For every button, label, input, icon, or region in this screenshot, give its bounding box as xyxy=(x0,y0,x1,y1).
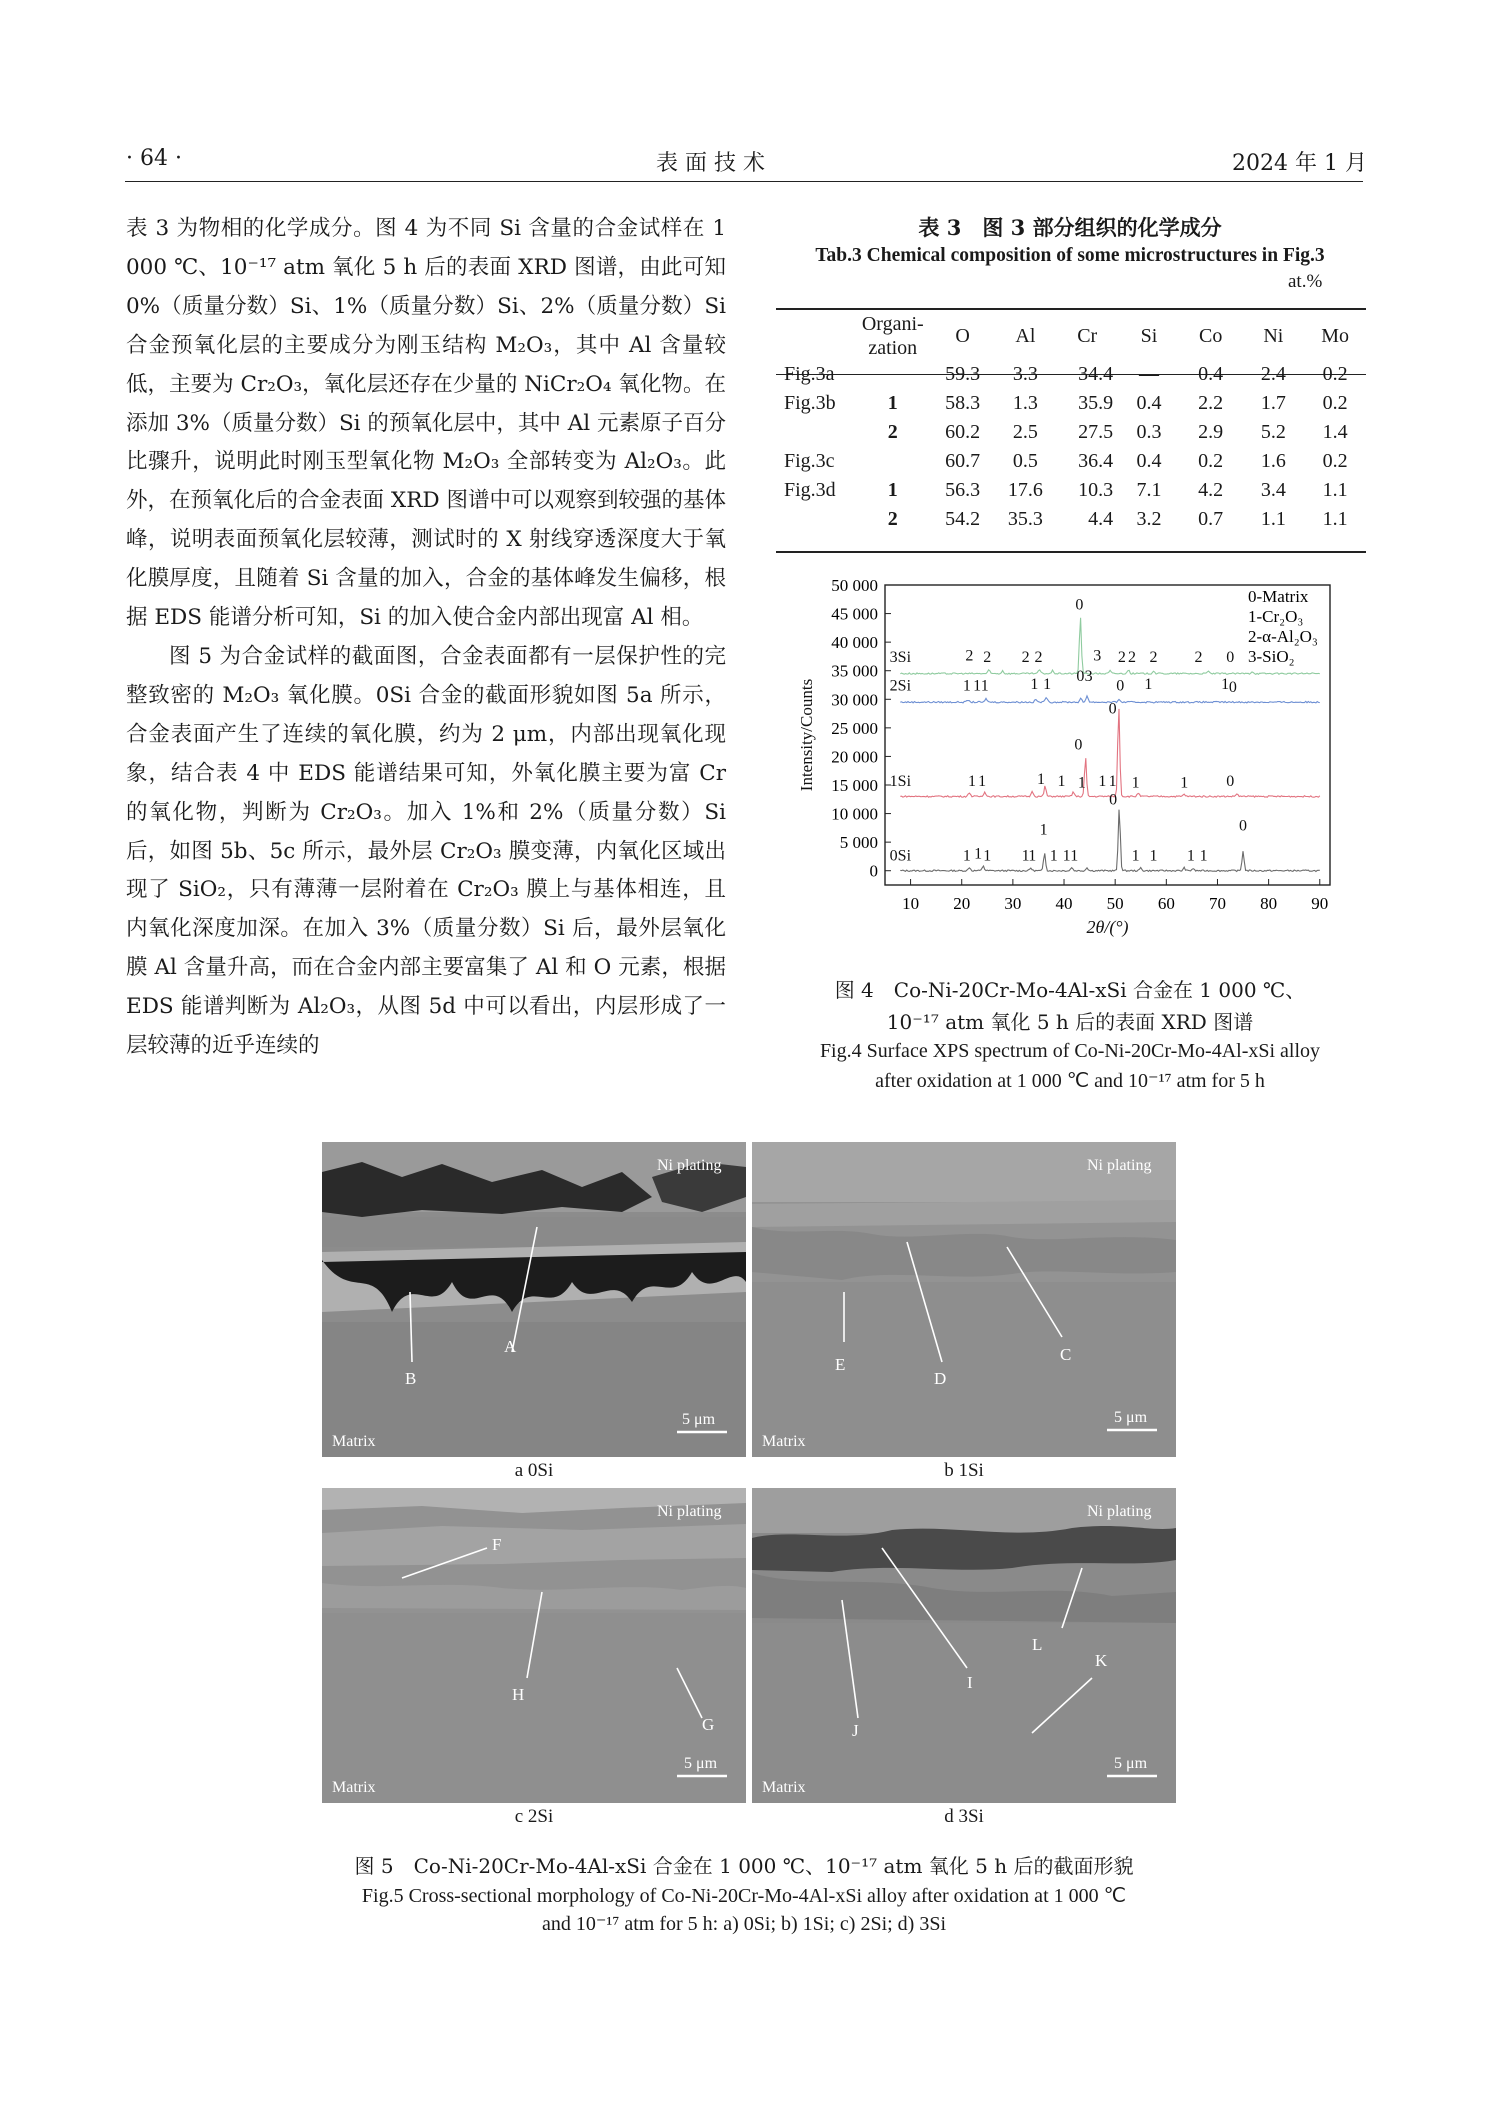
y-tick-label: 10 000 xyxy=(831,804,878,824)
paragraph-1: 表 3 为物相的化学成分。图 4 为不同 Si 含量的合金试样在 1 000 ℃、10⁻¹⁷ atm 氧化 5 h 后的表面 XRD 图谱，由此可知 0%（质量分数）Si、1%（质量分数）Si、2%（质量分数）Si 合金预氧化层的主要成分为刚玉结构 M₂O₃，其中 Al 含量较低，主要为 Cr₂O₃，氧化层还存在少量的 NiCr₂O₄ 氧化物。在添加 3%（质量分数）Si 的预氧化层中，其中 Al 元素原子百分比骤升，说明此时刚玉型氧化物 M₂O₃ 全部转变为 Al₂O₃。此外，在预氧化后的合金表面 XRD 图谱中可以观察到较强的基体峰，说明表面预氧化层较薄，测试时的 X 射线穿透深度大于氧化膜厚度，且随着 Si 含量的加入，合金的基体峰发生偏移，根据 EDS 能谱分析可知，Si 的加入使合金内部出现富 Al 相。 xyxy=(126,216,726,631)
table3-col-header: Co xyxy=(1199,324,1223,347)
region-label: J xyxy=(852,1721,859,1740)
table-cell-figure: Fig.3d xyxy=(784,479,836,501)
y-tick-label: 35 000 xyxy=(831,661,878,681)
peak-label: 2 xyxy=(1149,649,1158,667)
peak-label: 3Si xyxy=(889,649,912,667)
table-cell-value: 60.2 xyxy=(945,421,981,443)
peak-label: 1 xyxy=(1021,847,1030,865)
y-tick-label: 50 000 xyxy=(831,576,878,595)
peak-label: 1 xyxy=(1043,676,1052,693)
xrd-chart xyxy=(790,575,1350,955)
peak-label: 1 xyxy=(1077,774,1086,792)
peak-label: 2 xyxy=(965,647,974,665)
peak-label: 2 xyxy=(1194,649,1203,667)
micrograph-a-image xyxy=(322,1142,746,1457)
legend xyxy=(1248,587,1318,666)
table-cell-figure: Fig.3a xyxy=(784,363,835,385)
x-tick-label: 40 xyxy=(1055,894,1073,913)
table-cell-value: 35.3 xyxy=(1007,508,1043,530)
table-cell-value: 56.3 xyxy=(945,479,981,501)
peak-label: 1 xyxy=(1028,847,1037,865)
micrograph-b-image xyxy=(752,1142,1176,1457)
peak-label: 0 xyxy=(1109,791,1118,809)
peak-label: 3 xyxy=(1093,647,1102,665)
table-row xyxy=(776,389,1366,418)
table-cell-figure xyxy=(776,418,856,447)
fig5-caption-cn: 图 5 Co-Ni-20Cr-Mo-4Al-xSi 合金在 1 000 ℃、10⁻¹⁷ atm 氧化 5 h 后的截面形貌 xyxy=(354,1854,1134,1878)
legend-entry: 1-Cr₂O₃ xyxy=(1248,607,1304,626)
peak-label: 1 xyxy=(1062,847,1071,865)
peak-label: 2 xyxy=(1128,649,1137,667)
x-tick-label: 30 xyxy=(1004,894,1022,913)
peak-label: 2 xyxy=(1034,649,1043,667)
x-tick-label: 90 xyxy=(1311,894,1329,913)
table-cell-value: 0.2 xyxy=(1322,392,1348,414)
peak-label: 1 xyxy=(1131,847,1140,865)
scale-bar-label: 5 μm xyxy=(1114,1409,1148,1426)
table3-title-cn: 表 3 图 3 部分组织的化学成分 xyxy=(918,215,1222,240)
scale-bar-label: 5 μm xyxy=(682,1411,716,1428)
table-cell-value: 0.2 xyxy=(1198,450,1224,472)
table-cell-value: 27.5 xyxy=(1078,421,1114,443)
page-number: · 64 · xyxy=(126,146,182,171)
table3-col-header: Si xyxy=(1140,324,1158,347)
table-cell-value: 1.1 xyxy=(1322,508,1348,530)
table-cell-value: 0.5 xyxy=(1012,450,1038,472)
table3 xyxy=(776,312,1366,534)
y-tick-label: 30 000 xyxy=(831,690,878,710)
peak-label: 1 xyxy=(1180,774,1189,792)
table-cell-value: 34.4 xyxy=(1078,363,1114,385)
table-cell-figure xyxy=(776,505,856,534)
peak-label: 1 xyxy=(962,677,971,695)
table-cell-value: — xyxy=(1138,363,1159,385)
peak-label: 1 xyxy=(978,773,987,791)
table-cell-value: 0.4 xyxy=(1136,450,1162,472)
region-label: I xyxy=(967,1673,973,1692)
x-tick-label: 20 xyxy=(953,894,971,913)
table3-body xyxy=(776,360,1366,534)
y-axis-label: Intensity/Counts xyxy=(797,678,816,792)
x-axis-label: 2θ/(°) xyxy=(1086,917,1129,937)
table-cell-value: 3.4 xyxy=(1260,479,1286,501)
peak-label: 1 xyxy=(974,845,983,863)
peak-label: 0 xyxy=(1116,677,1125,695)
micrograph-d xyxy=(752,1488,1176,1803)
table-cell-figure: Fig.3c xyxy=(784,450,835,472)
peak-label: 0 xyxy=(1228,678,1237,696)
journal-name: 表 面 技 术 xyxy=(656,151,765,176)
table-cell-value: 1.3 xyxy=(1012,392,1038,414)
table-cell-value: 59.3 xyxy=(945,363,981,385)
panel-a-caption: a 0Si xyxy=(514,1460,554,1481)
legend-entry: 3-SiO₂ xyxy=(1248,647,1295,666)
table-cell-value: 60.7 xyxy=(945,450,981,472)
peak-label: 1 xyxy=(1149,847,1158,865)
region-label: D xyxy=(934,1369,947,1388)
peak-label: 0 xyxy=(1226,649,1235,667)
table-cell-value: 2.9 xyxy=(1198,421,1224,443)
table-cell-figure: Fig.3b xyxy=(784,392,836,414)
table-cell-value: 4.4 xyxy=(1088,508,1114,530)
fig4-caption-cn-1: 图 4 Co-Ni-20Cr-Mo-4Al-xSi 合金在 1 000 ℃、 xyxy=(834,978,1306,1002)
x-tick-label: 50 xyxy=(1106,894,1124,913)
table-cell-organization: 1 xyxy=(887,392,898,414)
x-tick-label: 70 xyxy=(1208,894,1226,913)
peak-label: 0 xyxy=(1076,668,1085,685)
matrix-label: Matrix xyxy=(332,1779,376,1796)
micrograph-c xyxy=(322,1488,746,1803)
region-label: F xyxy=(492,1535,502,1554)
peak-label: 1 xyxy=(1131,774,1140,792)
region-label: C xyxy=(1060,1345,1072,1364)
legend-entry: 0-Matrix xyxy=(1248,587,1309,606)
table3-bottom-rule xyxy=(776,551,1366,553)
table-cell-value: 35.9 xyxy=(1078,392,1114,414)
table3-col-org-line2: zation xyxy=(868,337,918,359)
micrograph-d-image xyxy=(752,1488,1176,1803)
ni-plating-label: Ni plating xyxy=(657,1157,722,1174)
region-label: A xyxy=(504,1337,517,1356)
table-cell-organization: 2 xyxy=(887,508,898,530)
table-cell-value: 10.3 xyxy=(1078,479,1114,501)
peak-label: 1 xyxy=(1144,676,1153,693)
peak-label: 3 xyxy=(1084,668,1093,685)
table-cell-value: 7.1 xyxy=(1136,479,1162,501)
peak-label: 1 xyxy=(1030,676,1039,693)
table-cell-value: 2.5 xyxy=(1012,421,1038,443)
table3-top-rule xyxy=(776,308,1366,310)
micrograph-b xyxy=(752,1142,1176,1457)
peak-label: 1 xyxy=(1037,770,1046,788)
fig4-caption-en-1: Fig.4 Surface XPS spectrum of Co-Ni-20Cr-Mo-4Al-xSi alloy xyxy=(819,1040,1321,1062)
table3-col-header: O xyxy=(955,324,970,347)
y-tick-label: 25 000 xyxy=(831,718,878,738)
body-text-left xyxy=(126,210,726,1066)
table-row xyxy=(776,360,1366,389)
table-cell-organization xyxy=(856,360,930,389)
y-tick-label: 20 000 xyxy=(831,747,878,767)
y-tick-label: 15 000 xyxy=(831,776,878,795)
y-tick-label: 45 000 xyxy=(831,604,878,624)
table-cell-value: 1.6 xyxy=(1260,450,1286,472)
peak-labels xyxy=(890,597,1247,865)
peak-label: 0 xyxy=(1226,773,1235,791)
y-tick-label: 0 xyxy=(869,861,878,881)
peak-label: 0Si xyxy=(889,847,912,865)
scale-bar-label: 5 μm xyxy=(1114,1755,1148,1772)
fig5-caption-en-2: and 10⁻¹⁷ atm for 5 h: a) 0Si; b) 1Si; c) 2Si; d) 3Si xyxy=(541,1913,947,1935)
region-label: E xyxy=(835,1355,846,1374)
peak-label: 1 xyxy=(1049,847,1058,865)
paragraph-2: 图 5 为合金试样的截面图，合金表面都有一层保护性的完整致密的 M₂O₃ 氧化膜。0Si 合金的截面形貌如图 5a 所示，合金表面产生了连续的氧化膜，约为 2 μm，内部出现氧化现象，结合表 4 中 EDS 能谱结果可知，外氧化膜主要为富 Cr 的氧化物，判断为 Cr₂O₃。加入 1%和 2%（质量分数）Si 后，如图 5b、5c 所示，最外层 Cr₂O₃ 膜变薄，内氧化区域出现了 SiO₂，只有薄薄一层附着在 Cr₂O₃ 膜上与基体相连，且内氧化深度加深。在加入 3%（质量分数）Si 后，最外层氧化膜 Al 含量升高，而在合金内部主要富集了 Al 和 O 元素，根据 EDS 能谱判断为 Al₂O₃，从图 5d 中可以看出，内层形成了一层较薄的近乎连续的 xyxy=(126,643,726,1059)
issue-date: 2024 年 1 月 xyxy=(1232,151,1367,176)
peak-label: 1 xyxy=(1186,847,1195,865)
table-cell-value: 58.3 xyxy=(945,392,981,414)
region-label: L xyxy=(1032,1635,1043,1654)
region-label: B xyxy=(405,1369,417,1388)
table3-col-header: Ni xyxy=(1263,324,1284,347)
table-row xyxy=(776,447,1366,476)
peak-label: 1 xyxy=(983,847,992,865)
ni-plating-label: Ni plating xyxy=(1087,1157,1152,1174)
peak-label: 0 xyxy=(1108,700,1117,718)
matrix-label: Matrix xyxy=(762,1433,806,1450)
table-cell-value: 5.2 xyxy=(1260,421,1286,443)
table-cell-value: 2.2 xyxy=(1198,392,1224,414)
table-cell-value: 0.3 xyxy=(1136,421,1162,443)
matrix-label: Matrix xyxy=(762,1779,806,1796)
peak-label: 1 xyxy=(1108,773,1117,791)
table-cell-value: 17.6 xyxy=(1007,479,1043,501)
table-row xyxy=(776,418,1366,447)
table-cell-value: 1.4 xyxy=(1322,421,1348,443)
panel-d-caption: d 3Si xyxy=(944,1806,984,1827)
table3-col-header: Al xyxy=(1015,324,1036,347)
panel-c-caption: c 2Si xyxy=(514,1806,554,1827)
peak-label: 1 xyxy=(1070,847,1079,865)
matrix-label: Matrix xyxy=(332,1433,376,1450)
fig4-caption-en-2: after oxidation at 1 000 ℃ and 10⁻¹⁷ atm for 5 h xyxy=(875,1070,1265,1092)
micrograph-a xyxy=(322,1142,746,1457)
table3-col-org xyxy=(856,312,930,360)
table-cell-organization: 2 xyxy=(887,421,898,443)
table3-unit: at.% xyxy=(1288,271,1323,292)
region-label: H xyxy=(512,1685,525,1704)
table-cell-organization: 1 xyxy=(887,479,898,501)
table3-col-header: Mo xyxy=(1321,324,1349,347)
fig5-caption-en-1: Fig.5 Cross-sectional morphology of Co-Ni-20Cr-Mo-4Al-xSi alloy after oxidation at 1 000 ℃ xyxy=(361,1885,1127,1907)
legend-entry: 2-α-Al₂O₃ xyxy=(1248,627,1318,646)
table-cell-value: 1.1 xyxy=(1322,479,1348,501)
table-cell-value: 3.3 xyxy=(1012,363,1038,385)
table-row xyxy=(776,476,1366,505)
peak-label: 0 xyxy=(1239,817,1248,835)
table-cell-value: 1.7 xyxy=(1260,392,1286,414)
y-tick-label: 40 000 xyxy=(831,633,878,653)
region-label: K xyxy=(1095,1651,1108,1670)
x-tick-label: 80 xyxy=(1260,894,1278,913)
y-tick-label: 5 000 xyxy=(839,833,878,853)
table-cell-value: 3.2 xyxy=(1136,508,1162,530)
peak-label: 1 xyxy=(967,773,976,791)
peak-label: 1 xyxy=(1199,847,1208,865)
x-tick-label: 10 xyxy=(902,894,920,913)
table-cell-organization xyxy=(856,447,930,476)
micrograph-c-image xyxy=(322,1488,746,1803)
panel-b-caption: b 1Si xyxy=(944,1460,984,1481)
ni-plating-label: Ni plating xyxy=(1087,1503,1152,1520)
table-cell-value: 54.2 xyxy=(945,508,981,530)
peak-label: 0 xyxy=(1075,596,1084,614)
peak-label: 1 xyxy=(1098,773,1107,791)
table-cell-value: 1.1 xyxy=(1260,508,1286,530)
peak-label: 2 xyxy=(983,649,992,667)
peak-label: 2Si xyxy=(889,677,912,695)
peak-label: 1 xyxy=(962,847,971,865)
table3-title-en: Tab.3 Chemical composition of some microstructures in Fig.3 xyxy=(815,245,1325,266)
table-cell-value: 0.7 xyxy=(1198,508,1224,530)
table3-col-org-line1: Organi- xyxy=(861,313,924,335)
ni-plating-label: Ni plating xyxy=(657,1503,722,1520)
peak-label: 0 xyxy=(1074,736,1083,754)
table-cell-value: 2.4 xyxy=(1260,363,1286,385)
table-row xyxy=(776,505,1366,534)
table-cell-value: 4.2 xyxy=(1198,479,1224,501)
peak-label: 2 xyxy=(1117,649,1126,667)
scale-bar-label: 5 μm xyxy=(684,1755,718,1772)
region-label: G xyxy=(702,1715,715,1734)
table-cell-value: 0.2 xyxy=(1322,450,1348,472)
fig4-caption-cn-2: 10⁻¹⁷ atm 氧化 5 h 后的表面 XRD 图谱 xyxy=(886,1010,1254,1034)
table-cell-value: 0.4 xyxy=(1198,363,1224,385)
peak-label: 1 xyxy=(973,677,982,695)
table-cell-value: 0.4 xyxy=(1136,392,1162,414)
header-rule xyxy=(125,181,1363,182)
peak-label: 1 xyxy=(980,677,989,695)
peak-label: 1 xyxy=(1057,773,1066,791)
peak-label: 1 xyxy=(1039,821,1048,839)
peak-label: 1Si xyxy=(889,773,912,791)
table-cell-value: 0.2 xyxy=(1322,363,1348,385)
peak-label: 1 xyxy=(1221,676,1230,693)
x-tick-label: 60 xyxy=(1157,894,1175,913)
table3-col-header: Cr xyxy=(1077,324,1098,347)
peak-label: 2 xyxy=(1021,649,1030,667)
table-cell-value: 36.4 xyxy=(1078,450,1114,472)
